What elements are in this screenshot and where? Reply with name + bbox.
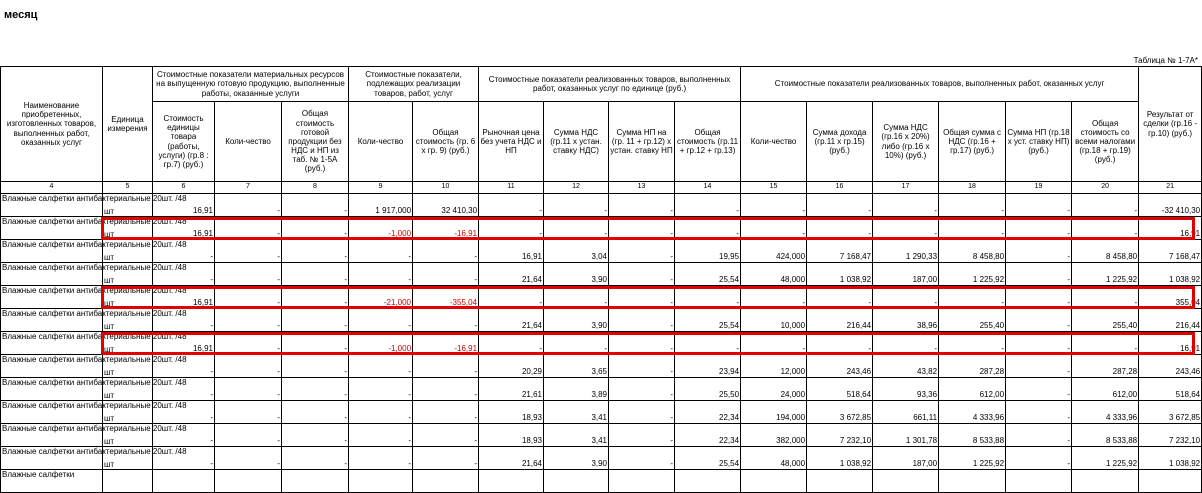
value-cell-17: -: [873, 286, 939, 309]
value-cell-11: -: [479, 194, 544, 217]
value-cell-7: -: [215, 194, 282, 217]
table-body: [1, 194, 1202, 493]
column-number: 19: [1006, 182, 1072, 194]
value-cell-16: 3 672,85: [807, 401, 873, 424]
value-cell-18: 1 225,92: [939, 263, 1006, 286]
value-cell-19: -: [1006, 263, 1072, 286]
value-cell-12: -: [544, 286, 609, 309]
table-row: [1, 447, 1202, 470]
value-cell-17: 661,11: [873, 401, 939, 424]
value-cell-16: 1 038,92: [807, 447, 873, 470]
value-cell-8: -: [282, 309, 349, 332]
column-number: 6: [153, 182, 215, 194]
value-cell-15: 10,000: [741, 309, 807, 332]
value-cell-17: 187,00: [873, 263, 939, 286]
value-cell-9: -: [349, 240, 413, 263]
value-cell-14: 25,50: [675, 378, 741, 401]
product-name-cell: Влажные салфетки антибактериальные 20шт. /48: [1, 309, 103, 332]
value-cell-7: -: [215, 447, 282, 470]
value-cell-15: -: [741, 332, 807, 355]
table-number-label: Таблица № 1-7А*: [1133, 56, 1198, 65]
report-table: [0, 66, 1202, 493]
value-cell-18: 4 333,96: [939, 401, 1006, 424]
value-cell-19: [1006, 470, 1072, 493]
table-row: [1, 355, 1202, 378]
value-cell-11: 18,93: [479, 401, 544, 424]
value-cell-21: 16,91: [1139, 332, 1202, 355]
value-cell-12: -: [544, 194, 609, 217]
value-cell-14: 25,54: [675, 263, 741, 286]
value-cell-15: 424,000: [741, 240, 807, 263]
value-cell-12: 3,41: [544, 401, 609, 424]
column-number: 11: [479, 182, 544, 194]
value-cell-8: [282, 470, 349, 493]
table-row: [1, 217, 1202, 240]
table-row: [1, 424, 1202, 447]
value-cell-15: 382,000: [741, 424, 807, 447]
value-cell-8: -: [282, 401, 349, 424]
value-cell-8: -: [282, 378, 349, 401]
column-number: 16: [807, 182, 873, 194]
value-cell-17: -: [873, 194, 939, 217]
value-cell-21: 355,04: [1139, 286, 1202, 309]
value-cell-19: -: [1006, 355, 1072, 378]
value-cell-11: 20,29: [479, 355, 544, 378]
value-cell-11: 21,61: [479, 378, 544, 401]
value-cell-19: -: [1006, 309, 1072, 332]
column-number: 10: [413, 182, 479, 194]
value-cell-7: -: [215, 286, 282, 309]
product-name-cell: Влажные салфетки антибактериальные 20шт. /48: [1, 240, 103, 263]
header-col-20: Общая стоимость со всеми налогами (гр.18 + гр.19) (руб.): [1072, 102, 1139, 182]
value-cell-15: 194,000: [741, 401, 807, 424]
value-cell-14: [675, 470, 741, 493]
product-name-cell: Влажные салфетки антибактериальные 20шт. /48: [1, 332, 103, 355]
header-col-9: Коли-чество: [349, 102, 413, 182]
unit-cell: шт: [103, 378, 153, 401]
value-cell-17: -: [873, 217, 939, 240]
value-cell-11: 21,64: [479, 309, 544, 332]
value-cell-20: -: [1072, 332, 1139, 355]
header-group-to-sell: Стоимостные показатели, подлежащих реализации товаров, работ, услуг: [349, 67, 479, 102]
value-cell-10: -: [413, 378, 479, 401]
header-name: Наименование приобретенных, изготовленных товаров, выполненных работ, оказанных услуг: [1, 67, 103, 182]
value-cell-18: -: [939, 332, 1006, 355]
value-cell-13: -: [609, 194, 675, 217]
value-cell-18: 8 458,80: [939, 240, 1006, 263]
value-cell-6: -: [153, 401, 215, 424]
product-name-cell: Влажные салфетки антибактериальные 20шт. /48: [1, 447, 103, 470]
value-cell-21: [1139, 470, 1202, 493]
value-cell-11: 21,64: [479, 447, 544, 470]
value-cell-16: 518,64: [807, 378, 873, 401]
unit-cell: шт: [103, 309, 153, 332]
column-number: 17: [873, 182, 939, 194]
value-cell-12: 3,90: [544, 263, 609, 286]
value-cell-13: -: [609, 240, 675, 263]
value-cell-19: -: [1006, 378, 1072, 401]
value-cell-6: -: [153, 447, 215, 470]
header-result: Результат от сделки (гр.16 - гр.10) (руб.): [1139, 67, 1202, 182]
value-cell-14: -: [675, 194, 741, 217]
value-cell-6: [153, 470, 215, 493]
value-cell-9: -: [349, 378, 413, 401]
value-cell-20: 287,28: [1072, 355, 1139, 378]
value-cell-9: 1 917,000: [349, 194, 413, 217]
value-cell-16: 7 232,10: [807, 424, 873, 447]
value-cell-10: -: [413, 263, 479, 286]
value-cell-18: 1 225,92: [939, 447, 1006, 470]
value-cell-7: -: [215, 401, 282, 424]
value-cell-7: -: [215, 378, 282, 401]
value-cell-18: 8 533,88: [939, 424, 1006, 447]
unit-cell: шт: [103, 240, 153, 263]
value-cell-16: -: [807, 217, 873, 240]
value-cell-7: -: [215, 217, 282, 240]
value-cell-10: -: [413, 240, 479, 263]
value-cell-8: -: [282, 263, 349, 286]
value-cell-13: -: [609, 401, 675, 424]
value-cell-6: -: [153, 240, 215, 263]
value-cell-20: -: [1072, 194, 1139, 217]
value-cell-6: 16,91: [153, 194, 215, 217]
table-row: [1, 332, 1202, 355]
unit-cell: шт: [103, 332, 153, 355]
value-cell-20: 8 533,88: [1072, 424, 1139, 447]
value-cell-12: 3,89: [544, 378, 609, 401]
value-cell-10: -16,91: [413, 332, 479, 355]
value-cell-6: -: [153, 355, 215, 378]
value-cell-12: [544, 470, 609, 493]
unit-cell: шт: [103, 286, 153, 309]
value-cell-6: -: [153, 263, 215, 286]
value-cell-17: -: [873, 332, 939, 355]
value-cell-14: 23,94: [675, 355, 741, 378]
value-cell-6: 16,91: [153, 286, 215, 309]
value-cell-9: [349, 470, 413, 493]
value-cell-8: -: [282, 355, 349, 378]
value-cell-15: -: [741, 194, 807, 217]
header-col-6: Стоимость единицы товара (работы, услуги) (гр.8 : гр.7) (руб.): [153, 102, 215, 182]
table-row: [1, 401, 1202, 424]
value-cell-19: -: [1006, 401, 1072, 424]
value-cell-14: 25,54: [675, 309, 741, 332]
column-number: 20: [1072, 182, 1139, 194]
header-col-8: Общая стоимость готовой продукции без НДС и НП из таб. № 1-5А (руб.): [282, 102, 349, 182]
value-cell-12: 3,41: [544, 424, 609, 447]
value-cell-17: 43,82: [873, 355, 939, 378]
column-number: 15: [741, 182, 807, 194]
value-cell-14: 22,34: [675, 401, 741, 424]
value-cell-8: -: [282, 217, 349, 240]
value-cell-13: -: [609, 424, 675, 447]
value-cell-9: -: [349, 447, 413, 470]
value-cell-13: -: [609, 217, 675, 240]
value-cell-15: -: [741, 286, 807, 309]
value-cell-14: -: [675, 217, 741, 240]
value-cell-9: -1,000: [349, 332, 413, 355]
value-cell-13: -: [609, 355, 675, 378]
column-number: 7: [215, 182, 282, 194]
value-cell-14: -: [675, 332, 741, 355]
table-row: [1, 263, 1202, 286]
value-cell-7: -: [215, 240, 282, 263]
unit-cell: шт: [103, 401, 153, 424]
value-cell-13: -: [609, 263, 675, 286]
header-col-18: Общая сумма с НДС (гр.16 + гр.17) (руб.): [939, 102, 1006, 182]
value-cell-10: [413, 470, 479, 493]
column-number: 8: [282, 182, 349, 194]
value-cell-21: -32 410,30: [1139, 194, 1202, 217]
column-number: 12: [544, 182, 609, 194]
value-cell-7: -: [215, 263, 282, 286]
value-cell-20: 255,40: [1072, 309, 1139, 332]
product-name-cell: Влажные салфетки антибактериальные 20шт. /48: [1, 286, 103, 309]
value-cell-6: 16,91: [153, 217, 215, 240]
value-cell-15: -: [741, 217, 807, 240]
unit-cell: шт: [103, 424, 153, 447]
value-cell-11: 18,93: [479, 424, 544, 447]
value-cell-6: -: [153, 309, 215, 332]
value-cell-9: -21,000: [349, 286, 413, 309]
value-cell-16: -: [807, 332, 873, 355]
value-cell-16: 7 168,47: [807, 240, 873, 263]
value-cell-21: 3 672,85: [1139, 401, 1202, 424]
value-cell-8: -: [282, 194, 349, 217]
value-cell-12: -: [544, 217, 609, 240]
value-cell-20: [1072, 470, 1139, 493]
value-cell-15: [741, 470, 807, 493]
table-row: [1, 378, 1202, 401]
value-cell-21: 1 038,92: [1139, 447, 1202, 470]
product-name-cell: Влажные салфетки: [1, 470, 103, 493]
value-cell-11: [479, 470, 544, 493]
value-cell-11: -: [479, 286, 544, 309]
unit-cell: шт: [103, 355, 153, 378]
value-cell-20: 612,00: [1072, 378, 1139, 401]
value-cell-17: 1 301,78: [873, 424, 939, 447]
product-name-cell: Влажные салфетки антибактериальные 20шт. /48: [1, 424, 103, 447]
header-col-12: Сумма НДС (гр.11 х устан. ставку НДС): [544, 102, 609, 182]
table-row: [1, 240, 1202, 263]
value-cell-10: 32 410,30: [413, 194, 479, 217]
value-cell-8: -: [282, 447, 349, 470]
value-cell-12: -: [544, 332, 609, 355]
value-cell-9: -: [349, 309, 413, 332]
product-name-cell: Влажные салфетки антибактериальные 20шт. /48: [1, 355, 103, 378]
header-col-15: Коли-чество: [741, 102, 807, 182]
value-cell-11: -: [479, 217, 544, 240]
value-cell-19: -: [1006, 286, 1072, 309]
table-row: [1, 286, 1202, 309]
header-group-per-unit: Стоимостные показатели реализованных товаров, выполненных работ, оказанных услуг по единице (руб.): [479, 67, 741, 102]
value-cell-10: -: [413, 401, 479, 424]
value-cell-20: -: [1072, 286, 1139, 309]
value-cell-11: -: [479, 332, 544, 355]
value-cell-13: -: [609, 447, 675, 470]
value-cell-16: [807, 470, 873, 493]
value-cell-17: 187,00: [873, 447, 939, 470]
value-cell-19: -: [1006, 217, 1072, 240]
value-cell-18: -: [939, 217, 1006, 240]
value-cell-16: 216,44: [807, 309, 873, 332]
product-name-cell: Влажные салфетки антибактериальные 20шт. /48: [1, 378, 103, 401]
value-cell-16: -: [807, 286, 873, 309]
value-cell-12: 3,65: [544, 355, 609, 378]
page-title: месяц: [4, 9, 38, 21]
header-group-sold: Стоимостные показатели реализованных товаров, выполненных работ, оказанных услуг: [741, 67, 1139, 102]
header-col-7: Коли-чество: [215, 102, 282, 182]
column-number: 14: [675, 182, 741, 194]
value-cell-19: -: [1006, 194, 1072, 217]
value-cell-10: -: [413, 309, 479, 332]
value-cell-21: 7 168,47: [1139, 240, 1202, 263]
value-cell-15: 48,000: [741, 263, 807, 286]
column-number: 13: [609, 182, 675, 194]
value-cell-21: 1 038,92: [1139, 263, 1202, 286]
value-cell-7: -: [215, 332, 282, 355]
value-cell-13: -: [609, 286, 675, 309]
value-cell-14: 22,34: [675, 424, 741, 447]
value-cell-19: -: [1006, 240, 1072, 263]
value-cell-15: 24,000: [741, 378, 807, 401]
value-cell-7: [215, 470, 282, 493]
header-col-10: Общая стоимость (гр. 6 х гр. 9) (руб.): [413, 102, 479, 182]
value-cell-14: -: [675, 286, 741, 309]
unit-cell: шт: [103, 217, 153, 240]
column-number: 5: [103, 182, 153, 194]
value-cell-9: -: [349, 263, 413, 286]
value-cell-7: -: [215, 355, 282, 378]
value-cell-8: -: [282, 240, 349, 263]
value-cell-8: -: [282, 286, 349, 309]
value-cell-15: 48,000: [741, 447, 807, 470]
header-col-11: Рыночная цена без учета НДС и НП: [479, 102, 544, 182]
value-cell-20: 8 458,80: [1072, 240, 1139, 263]
value-cell-20: 1 225,92: [1072, 447, 1139, 470]
header-col-17: Сумма НДС (гр.16 х 20%) либо (гр.16 х 10%) (руб.): [873, 102, 939, 182]
value-cell-20: 4 333,96: [1072, 401, 1139, 424]
value-cell-21: 7 232,10: [1139, 424, 1202, 447]
value-cell-20: -: [1072, 217, 1139, 240]
header-col-13: Сумма НП на (гр. 11 + гр.12) х устан. ставку НП: [609, 102, 675, 182]
value-cell-13: -: [609, 309, 675, 332]
value-cell-21: 16,91: [1139, 217, 1202, 240]
value-cell-21: 216,44: [1139, 309, 1202, 332]
value-cell-19: -: [1006, 424, 1072, 447]
value-cell-16: 243,46: [807, 355, 873, 378]
value-cell-12: 3,90: [544, 309, 609, 332]
value-cell-20: 1 225,92: [1072, 263, 1139, 286]
unit-cell: [103, 470, 153, 493]
header-col-16: Сумма дохода (гр.11 х гр.15) (руб.): [807, 102, 873, 182]
value-cell-6: -: [153, 378, 215, 401]
value-cell-18: -: [939, 286, 1006, 309]
header-group-materials: Стоимостные показатели материальных ресурсов на выпущенную готовую продукцию, выполненные работы, оказанные услуги: [153, 67, 349, 102]
value-cell-8: -: [282, 332, 349, 355]
value-cell-10: -16,91: [413, 217, 479, 240]
value-cell-14: 19,95: [675, 240, 741, 263]
value-cell-10: -: [413, 447, 479, 470]
value-cell-11: 21,64: [479, 263, 544, 286]
value-cell-8: -: [282, 424, 349, 447]
value-cell-18: 612,00: [939, 378, 1006, 401]
value-cell-9: -: [349, 424, 413, 447]
value-cell-9: -1,000: [349, 217, 413, 240]
value-cell-18: 255,40: [939, 309, 1006, 332]
column-number-row: [1, 182, 1202, 194]
header-col-14: Общая стоимость (гр.11 + гр.12 + гр.13): [675, 102, 741, 182]
value-cell-17: 1 290,33: [873, 240, 939, 263]
value-cell-12: 3,90: [544, 447, 609, 470]
value-cell-16: 1 038,92: [807, 263, 873, 286]
value-cell-21: 518,64: [1139, 378, 1202, 401]
value-cell-17: 38,96: [873, 309, 939, 332]
value-cell-18: [939, 470, 1006, 493]
column-number: 9: [349, 182, 413, 194]
value-cell-13: -: [609, 378, 675, 401]
value-cell-17: 93,36: [873, 378, 939, 401]
header-col-19: Сумма НП (гр.18 х уст. ставку НП) (руб.): [1006, 102, 1072, 182]
product-name-cell: Влажные салфетки антибактериальные 20шт. /48: [1, 401, 103, 424]
value-cell-10: -355,04: [413, 286, 479, 309]
column-number: 4: [1, 182, 103, 194]
value-cell-13: -: [609, 332, 675, 355]
table-row: [1, 194, 1202, 217]
unit-cell: шт: [103, 194, 153, 217]
value-cell-11: 16,91: [479, 240, 544, 263]
value-cell-10: -: [413, 355, 479, 378]
value-cell-6: 16,91: [153, 332, 215, 355]
value-cell-19: -: [1006, 332, 1072, 355]
value-cell-9: -: [349, 401, 413, 424]
table-row: [1, 309, 1202, 332]
column-number: 18: [939, 182, 1006, 194]
value-cell-17: [873, 470, 939, 493]
value-cell-13: [609, 470, 675, 493]
product-name-cell: Влажные салфетки антибактериальные 20шт. /48: [1, 194, 103, 217]
value-cell-7: -: [215, 424, 282, 447]
value-cell-18: -: [939, 194, 1006, 217]
value-cell-9: -: [349, 355, 413, 378]
value-cell-21: 243,46: [1139, 355, 1202, 378]
value-cell-15: 12,000: [741, 355, 807, 378]
value-cell-7: -: [215, 309, 282, 332]
table-row: [1, 470, 1202, 493]
product-name-cell: Влажные салфетки антибактериальные 20шт. /48: [1, 217, 103, 240]
unit-cell: шт: [103, 263, 153, 286]
value-cell-10: -: [413, 424, 479, 447]
value-cell-14: 25,54: [675, 447, 741, 470]
unit-cell: шт: [103, 447, 153, 470]
column-number: 21: [1139, 182, 1202, 194]
value-cell-12: 3,04: [544, 240, 609, 263]
value-cell-19: -: [1006, 447, 1072, 470]
value-cell-16: -: [807, 194, 873, 217]
value-cell-6: -: [153, 424, 215, 447]
value-cell-18: 287,28: [939, 355, 1006, 378]
header-unit: Единица измерения: [103, 67, 153, 182]
product-name-cell: Влажные салфетки антибактериальные 20шт. /48: [1, 263, 103, 286]
